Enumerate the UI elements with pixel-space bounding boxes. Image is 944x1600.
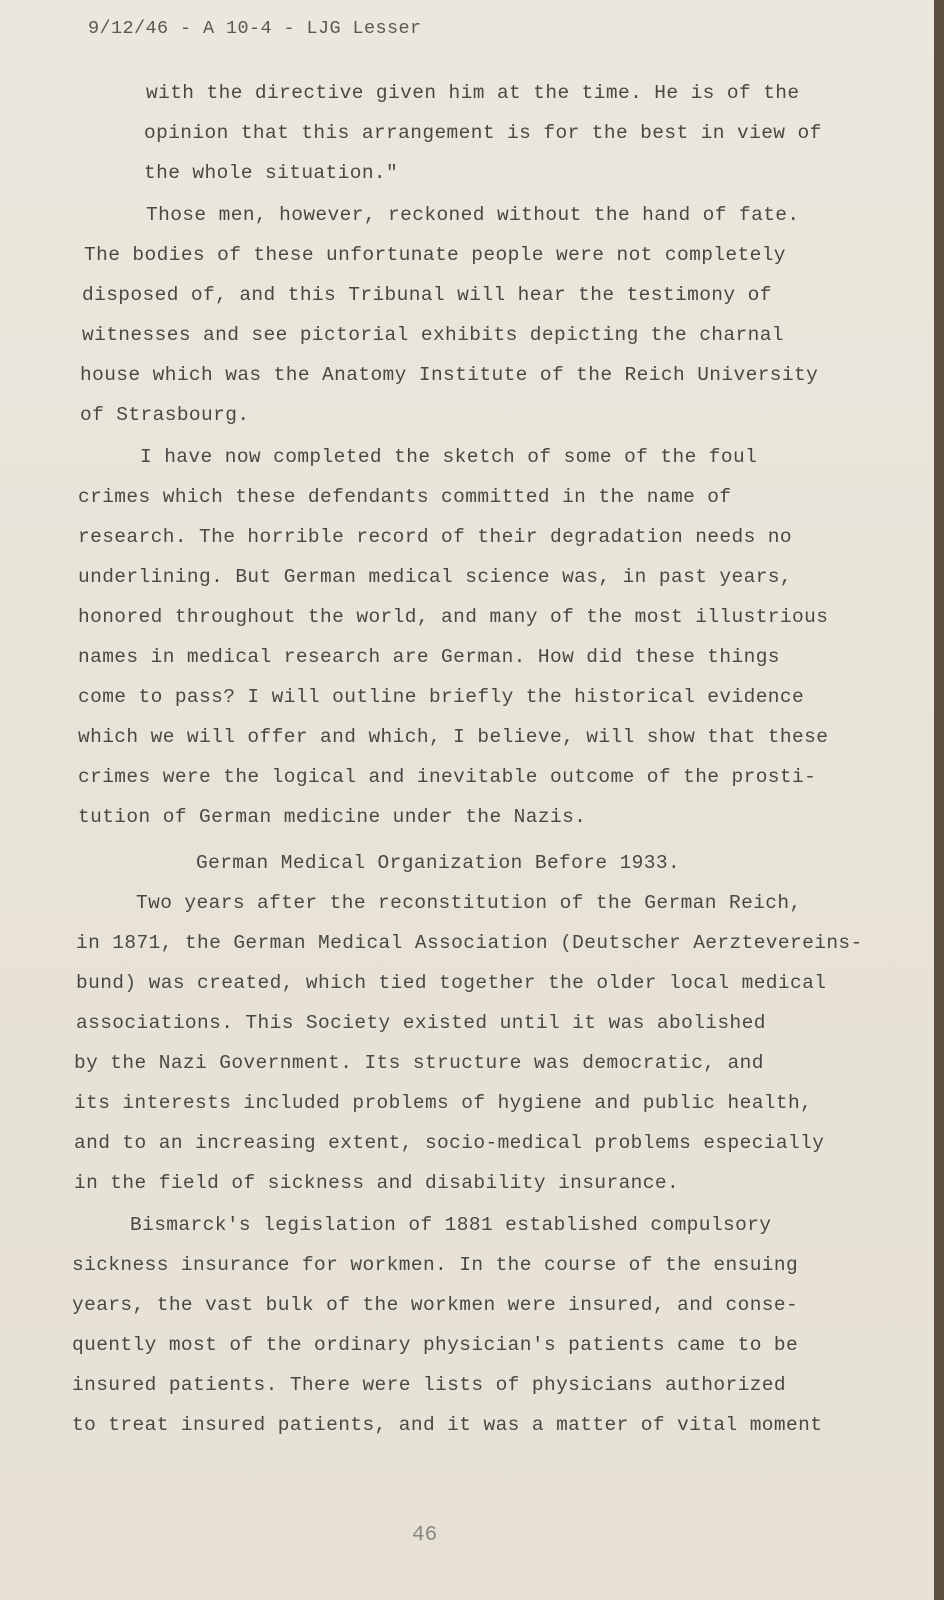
- text-line: Two years after the reconstitution of the German Reich,: [136, 892, 802, 914]
- text-line: and to an increasing extent, socio-medical problems especially: [74, 1132, 825, 1154]
- text-line: crimes which these defendants committed in the name of: [78, 486, 732, 508]
- text-line: years, the vast bulk of the workmen were insured, and conse-: [72, 1294, 799, 1316]
- text-line: with the directive given him at the time. He is of the: [146, 82, 800, 104]
- text-line: sickness insurance for workmen. In the course of the ensuing: [72, 1254, 799, 1276]
- text-line: research. The horrible record of their degradation needs no: [78, 526, 793, 548]
- text-line: disposed of, and this Tribunal will hear the testimony of: [82, 284, 772, 306]
- text-line: The bodies of these unfortunate people were not completely: [84, 244, 786, 266]
- text-line: insured patients. There were lists of physicians authorized: [72, 1374, 787, 1396]
- text-line: names in medical research are German. How did these things: [78, 646, 780, 668]
- text-line: underlining. But German medical science was, in past years,: [78, 566, 793, 588]
- text-line: associations. This Society existed until it was abolished: [76, 1012, 766, 1034]
- text-line: the whole situation.": [144, 162, 399, 184]
- text-line: house which was the Anatomy Institute of the Reich University: [80, 364, 819, 386]
- text-line: in 1871, the German Medical Association (Deutscher Aerztevereins-: [76, 932, 863, 954]
- text-line: honored throughout the world, and many of the most illustrious: [78, 606, 829, 628]
- text-line: Those men, however, reckoned without the hand of fate.: [146, 204, 800, 226]
- text-line: quently most of the ordinary physician's patients came to be: [72, 1334, 799, 1356]
- text-line: Bismarck's legislation of 1881 established compulsory: [130, 1214, 772, 1236]
- text-line: to treat insured patients, and it was a matter of vital moment: [72, 1414, 823, 1436]
- text-line: I have now completed the sketch of some of the foul: [140, 446, 758, 468]
- text-line: bund) was created, which tied together the older local medical: [76, 972, 827, 994]
- text-line: in the field of sickness and disability insurance.: [74, 1172, 680, 1194]
- text-line: tution of German medicine under the Nazis.: [78, 806, 587, 828]
- text-line: by the Nazi Government. Its structure was democratic, and: [74, 1052, 764, 1074]
- page-edge-shadow: [934, 0, 944, 1600]
- text-line: which we will offer and which, I believe, will show that these: [78, 726, 829, 748]
- text-line: come to pass? I will outline briefly the historical evidence: [78, 686, 805, 708]
- page-header: 9/12/46 - A 10-4 - LJG Lesser: [88, 18, 422, 39]
- section-heading: German Medical Organization Before 1933.: [196, 852, 681, 874]
- text-line: witnesses and see pictorial exhibits depicting the charnal: [82, 324, 784, 346]
- text-line: opinion that this arrangement is for the best in view of: [144, 122, 822, 144]
- text-line: its interests included problems of hygiene and public health,: [74, 1092, 813, 1114]
- page-number: 46: [412, 1524, 438, 1547]
- text-line: crimes were the logical and inevitable outcome of the prosti-: [78, 766, 817, 788]
- text-line: of Strasbourg.: [80, 404, 250, 426]
